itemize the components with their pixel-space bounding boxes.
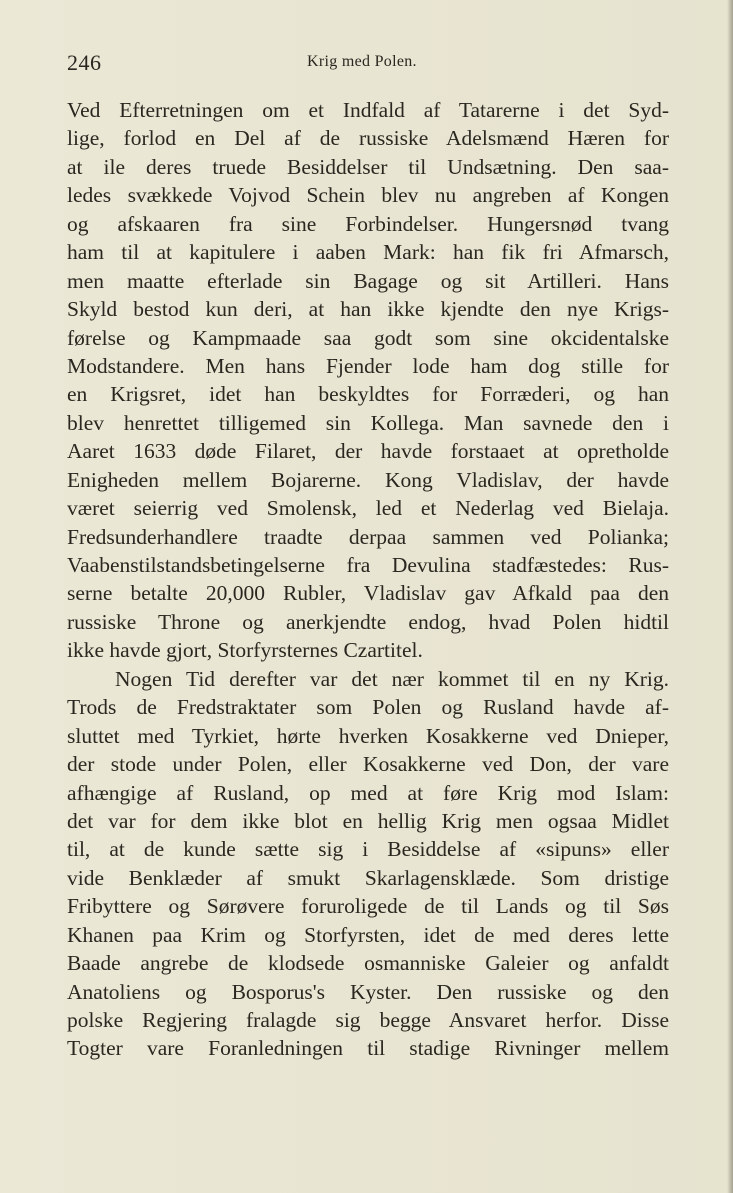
text-line: Ved Efterretningen om et Indfald af Tatarerne i det Syd- [67, 98, 669, 122]
text-line: at ile deres truede Besiddelser til Undsætning. Den saa- [67, 154, 669, 179]
text-line: en Krigsret, idet han beskyldtes for Forræderi, og han [67, 382, 669, 407]
body-text [67, 96, 669, 1063]
running-title: Krig med Polen. [307, 53, 417, 70]
paragraph-start-line: Nogen Tid derefter var det nær kommet til en ny Krig. [115, 666, 669, 691]
page-edge-shadow [727, 0, 733, 1193]
text-line: polske Regjering fralagde sig begge Ansvaret herfor. Disse [67, 1008, 669, 1032]
text-line: afhængige af Rusland, op med at føre Krig mod Islam: [67, 780, 669, 805]
text-line: Baade angrebe de klodsede osmanniske Galeier og anfaldt [67, 951, 669, 976]
text-line: vide Benklæder af smukt Skarlagensklæde. Som dristige [67, 865, 669, 890]
text-line: blev henrettet tilligemed sin Kollega. Man savnede den i [67, 410, 669, 435]
text-line: førelse og Kampmaade saa godt som sine okcidentalske [67, 325, 669, 350]
text-line: der stode under Polen, eller Kosakkerne ved Don, der vare [67, 752, 669, 777]
text-line: Fredsunderhandlere traadte derpaa sammen ved Polianka; [67, 524, 669, 549]
text-line: ham til at kapitulere i aaben Mark: han fik fri Afmarsch, [67, 240, 669, 265]
paragraph-end-line: ikke havde gjort, Storfyrsternes Czartitel. [67, 638, 423, 663]
show-through-smudge [110, 1135, 430, 1165]
text-line: Anatoliens og Bosporus's Kyster. Den russiske og den [67, 979, 669, 1004]
text-line: Togter vare Foranledningen til stadige Rivninger mellem [67, 1036, 669, 1061]
text-line: lige, forlod en Del af de russiske Adelsmænd Hæren for [67, 126, 669, 151]
text-line: været seierrig ved Smolensk, led et Nederlag ved Bielaja. [67, 496, 669, 521]
text-line: Aaret 1633 døde Filaret, der havde forstaaet at opretholde [67, 439, 669, 464]
text-line: og afskaaren fra sine Forbindelser. Hungersnød tvang [67, 211, 669, 236]
text-line: Modstandere. Men hans Fjender lode ham dog stille for [67, 353, 669, 378]
text-line: Enigheden mellem Bojarerne. Kong Vladislav, der havde [67, 467, 669, 492]
text-line: Trods de Fredstraktater som Polen og Rusland havde af- [67, 695, 669, 720]
text-line: Khanen paa Krim og Storfyrsten, idet de med deres lette [67, 922, 669, 947]
page-number: 246 [67, 50, 102, 75]
text-line: russiske Throne og anerkjendte endog, hvad Polen hidtil [67, 609, 669, 634]
text-line: men maatte efterlade sin Bagage og sit Artilleri. Hans [67, 268, 669, 293]
text-line: serne betalte 20,000 Rubler, Vladislav gav Afkald paa den [67, 581, 669, 606]
text-line: til, at de kunde sætte sig i Besiddelse af «sipuns» eller [67, 837, 669, 862]
text-line: sluttet med Tyrkiet, hørte hverken Kosakkerne ved Dnieper, [67, 723, 669, 748]
text-line: Skyld bestod kun deri, at han ikke kjendte den nye Krigs- [67, 297, 669, 322]
text-line: Vaabenstilstandsbetingelserne fra Devulina stadfæstedes: Rus- [67, 553, 669, 577]
text-line: det var for dem ikke blot en hellig Krig men ogsaa Midlet [67, 808, 669, 833]
text-line: Fribyttere og Sørøvere foruroligede de til Lands og til Søs [67, 894, 669, 919]
page-header [67, 50, 667, 76]
text-line: ledes svækkede Vojvod Schein blev nu angreben af Kongen [67, 183, 669, 208]
